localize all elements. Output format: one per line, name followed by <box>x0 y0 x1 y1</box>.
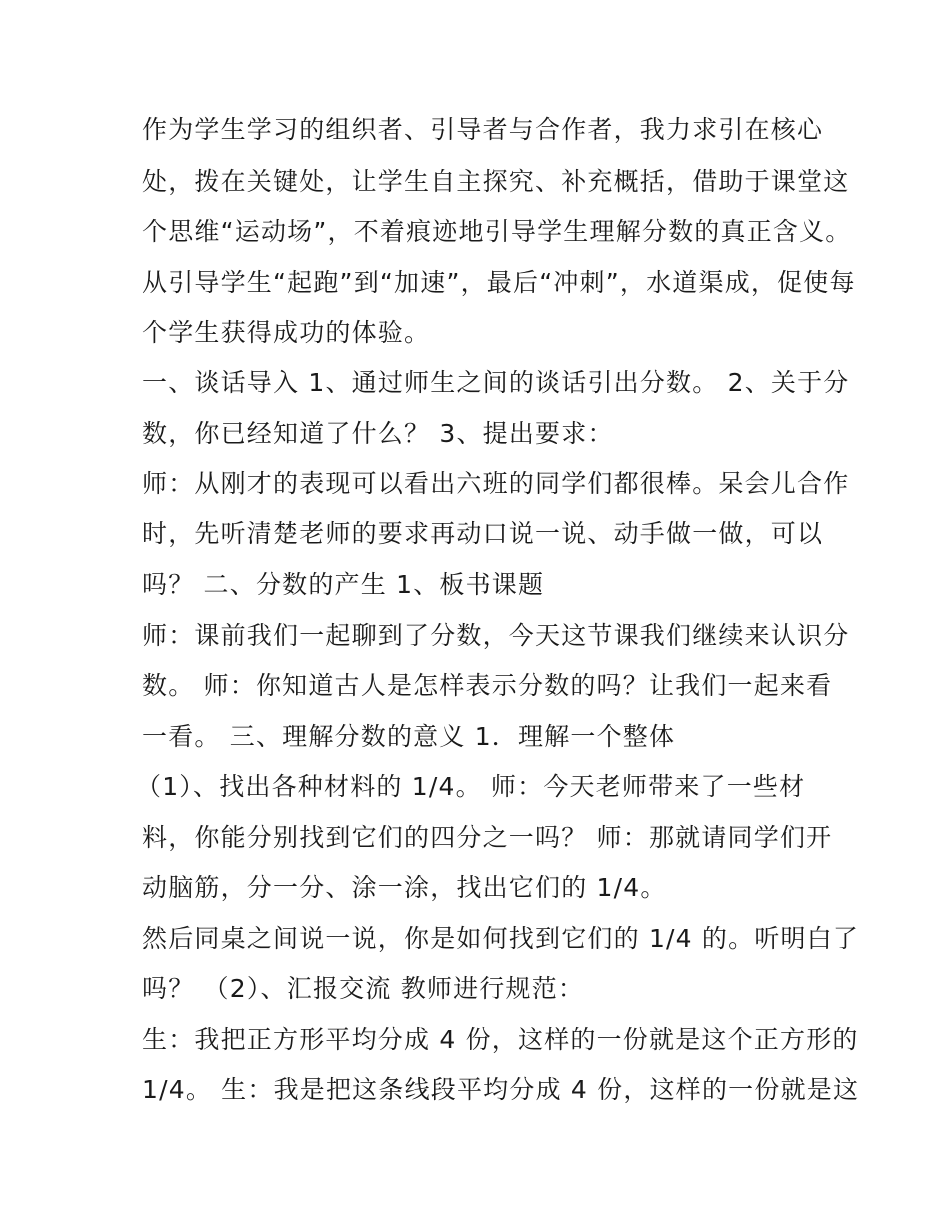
text-line-1: 作为学生学习的组织者、引导者与合作者，我力求引在核心 <box>142 115 824 144</box>
text-line-11: 师：课前我们一起聊到了分数，今天这节课我们继续来认识分 <box>142 621 850 650</box>
text-line-14: （1）、找出各种材料的 1/4。 师：今天老师带来了一些材 <box>136 772 806 801</box>
text-line-20: 1/4。 生：我是把这条线段平均分成 4 份，这样的一份就是这 <box>142 1075 860 1104</box>
text-line-6: 一、谈话导入 1、通过师生之间的谈话引出分数。 2、关于分 <box>142 368 850 397</box>
text-line-19: 生：我把正方形平均分成 4 份，这样的一份就是这个正方形的 <box>142 1025 859 1054</box>
text-line-17: 然后同桌之间说一说，你是如何找到它们的 1/4 的。听明白了 <box>142 924 860 953</box>
text-line-13: 一看。 三、理解分数的意义 1．理解一个整体 <box>142 722 676 751</box>
text-line-12: 数。 师：你知道古人是怎样表示分数的吗？让我们一起来看 <box>142 671 833 700</box>
text-line-15: 料，你能分别找到它们的四分之一吗？ 师：那就请同学们开 <box>142 823 833 852</box>
text-line-10: 吗？ 二、分数的产生 1、板书课题 <box>142 570 545 599</box>
text-line-5: 个学生获得成功的体验。 <box>142 318 431 347</box>
text-line-8: 师：从刚才的表现可以看出六班的同学们都很棒。呆会儿合作 <box>142 469 850 498</box>
text-line-7: 数，你已经知道了什么？ 3、提出要求： <box>142 419 614 448</box>
text-line-4: 从引导学生“起跑”到“加速”，最后“冲刺”，水道渠成，促使每 <box>142 268 856 297</box>
text-line-2: 处，拨在关键处，让学生自主探究、补充概括，借助于课堂这 <box>142 167 850 196</box>
text-line-18: 吗？ （2）、汇报交流 教师进行规范： <box>142 974 585 1003</box>
text-line-9: 时，先听清楚老师的要求再动口说一说、动手做一做，可以 <box>142 519 824 548</box>
text-line-16: 动脑筋，分一分、涂一涂，找出它们的 1/4。 <box>142 873 667 902</box>
text-line-3: 个思维“运动场”，不着痕迹地引导学生理解分数的真正含义。 <box>142 217 852 246</box>
